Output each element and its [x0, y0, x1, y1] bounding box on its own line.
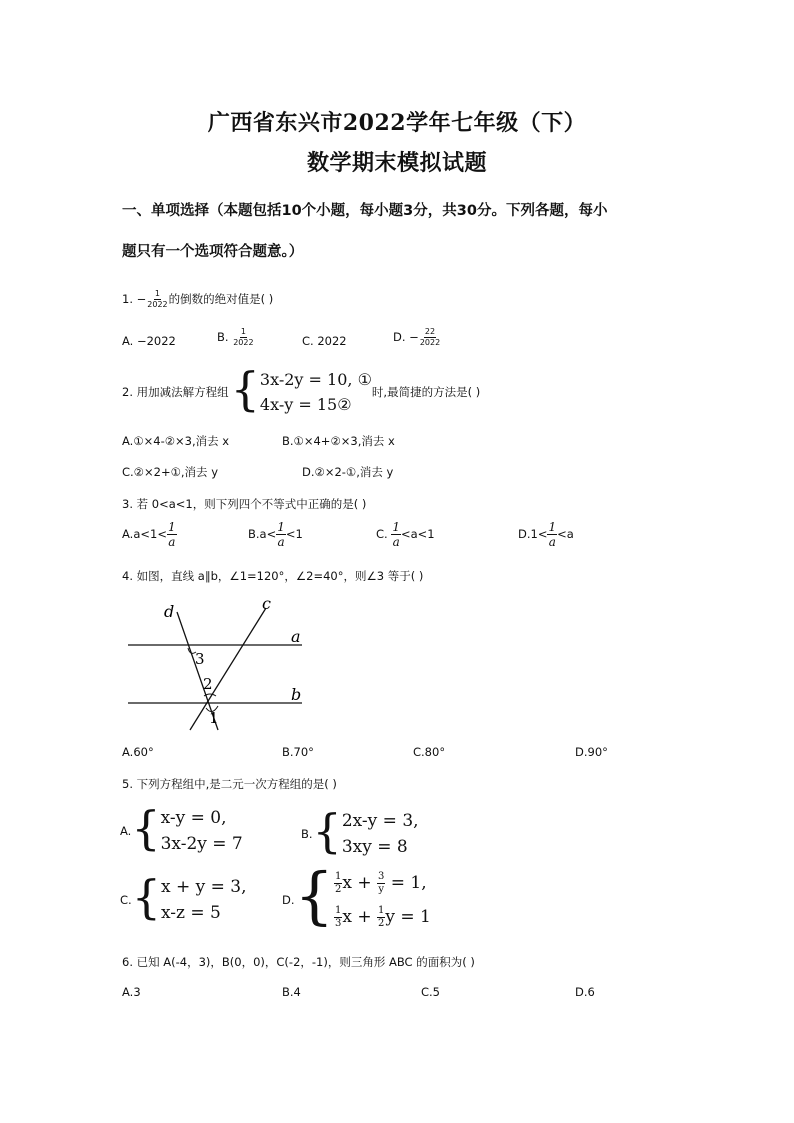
line-c: [190, 608, 266, 730]
q3-option-b: B.a< $\frac{1}{a}$ <1: [248, 520, 303, 549]
q3-option-a: A.a<1< $\frac{1}{a}$: [122, 520, 176, 549]
doc-title: 广西省东兴市2022学年七年级（下）: [207, 110, 587, 136]
label-a: a: [291, 627, 301, 646]
label-1: 1: [209, 709, 219, 727]
q1-fraction: $\frac{1}{2022}$: [147, 289, 168, 309]
label-3: 3: [195, 650, 205, 668]
q1-option-b: B. $\frac{1}{2022}$: [217, 327, 254, 347]
q1-option-d: D. − $\frac{22}{2022}$: [393, 327, 441, 347]
q6-option-b: B.4: [282, 985, 301, 999]
q4-option-c: C.80°: [413, 745, 446, 759]
label-2: 2: [203, 675, 213, 693]
q2-equation-2: 4x-y = 15②: [259, 395, 352, 414]
section-heading-line1: 一、单项选择（本题包括10个小题，每小题3分，共30分。下列各题，每小: [122, 203, 608, 219]
q1-prefix: 1. −: [122, 292, 147, 306]
q5-option-c: C. { x + y = 3, x-z = 5: [120, 870, 247, 924]
section-heading-line2: 题只有一个选项符合题意。）: [122, 244, 304, 260]
q4-option-b: B.70°: [282, 745, 314, 759]
q4-figure: [120, 592, 320, 732]
q2-brace: {: [230, 362, 260, 416]
q2-option-b: B.①×4+②×3,消去 x: [282, 434, 395, 448]
q5-option-d: D. { $\frac{1}{2}$ x + $\frac{3}{y}$ = 1, $\frac{1}{3}$ x + $\frac{1}{2}$ y = 1: [282, 859, 431, 932]
label-b: b: [291, 685, 302, 704]
question-6: 6. 已知 A(-4，3)，B(0，0)，C(-2，-1)，则三角形 ABC 的面积为( ): [122, 955, 475, 969]
q2-option-c: C.②×2+①,消去 y: [122, 465, 219, 479]
label-d: d: [164, 602, 175, 621]
q1-option-c: C. 2022: [302, 334, 347, 348]
q2-equation-1: 3x-2y = 10, ①: [259, 370, 372, 389]
q3-option-c: C. $\frac{1}{a}$ <a<1: [376, 520, 435, 549]
q1-option-a: A. −2022: [122, 334, 176, 348]
question-1: [122, 290, 273, 309]
q6-option-d: D.6: [575, 985, 595, 999]
q5-option-b: B. { 2x-y = 3, 3xy = 8: [301, 804, 419, 858]
q2-prefix: 2. 用加减法解方程组: [122, 385, 229, 399]
q2-suffix: 时,最简捷的方法是( ): [371, 385, 481, 399]
q6-option-c: C.5: [421, 985, 441, 999]
question-5: 5. 下列方程组中,是二元一次方程组的是( ): [122, 777, 337, 791]
question-4: 4. 如图，直线 a∥b，∠1=120°，∠2=40°，则∠3 等于( ): [122, 569, 424, 583]
question-2: [122, 362, 481, 417]
q1-suffix: 的倒数的绝对值是( ): [168, 292, 274, 306]
q5-option-a: A. { x-y = 0, 3x-2y = 7: [120, 801, 243, 855]
q6-option-a: A.3: [122, 985, 141, 999]
q2-option-d: D.②×2-①,消去 y: [302, 465, 394, 479]
q4-option-d: D.90°: [575, 745, 608, 759]
doc-subtitle: 数学期末模拟试题: [306, 150, 487, 176]
q2-option-a: A.①×4-②×3,消去 x: [122, 434, 230, 448]
label-c: c: [262, 594, 271, 613]
question-3: 3. 若 0<a<1，则下列四个不等式中正确的是( ): [122, 497, 367, 511]
q4-option-a: A.60°: [122, 745, 154, 759]
q3-option-d: D.1< $\frac{1}{a}$ <a: [518, 520, 574, 549]
